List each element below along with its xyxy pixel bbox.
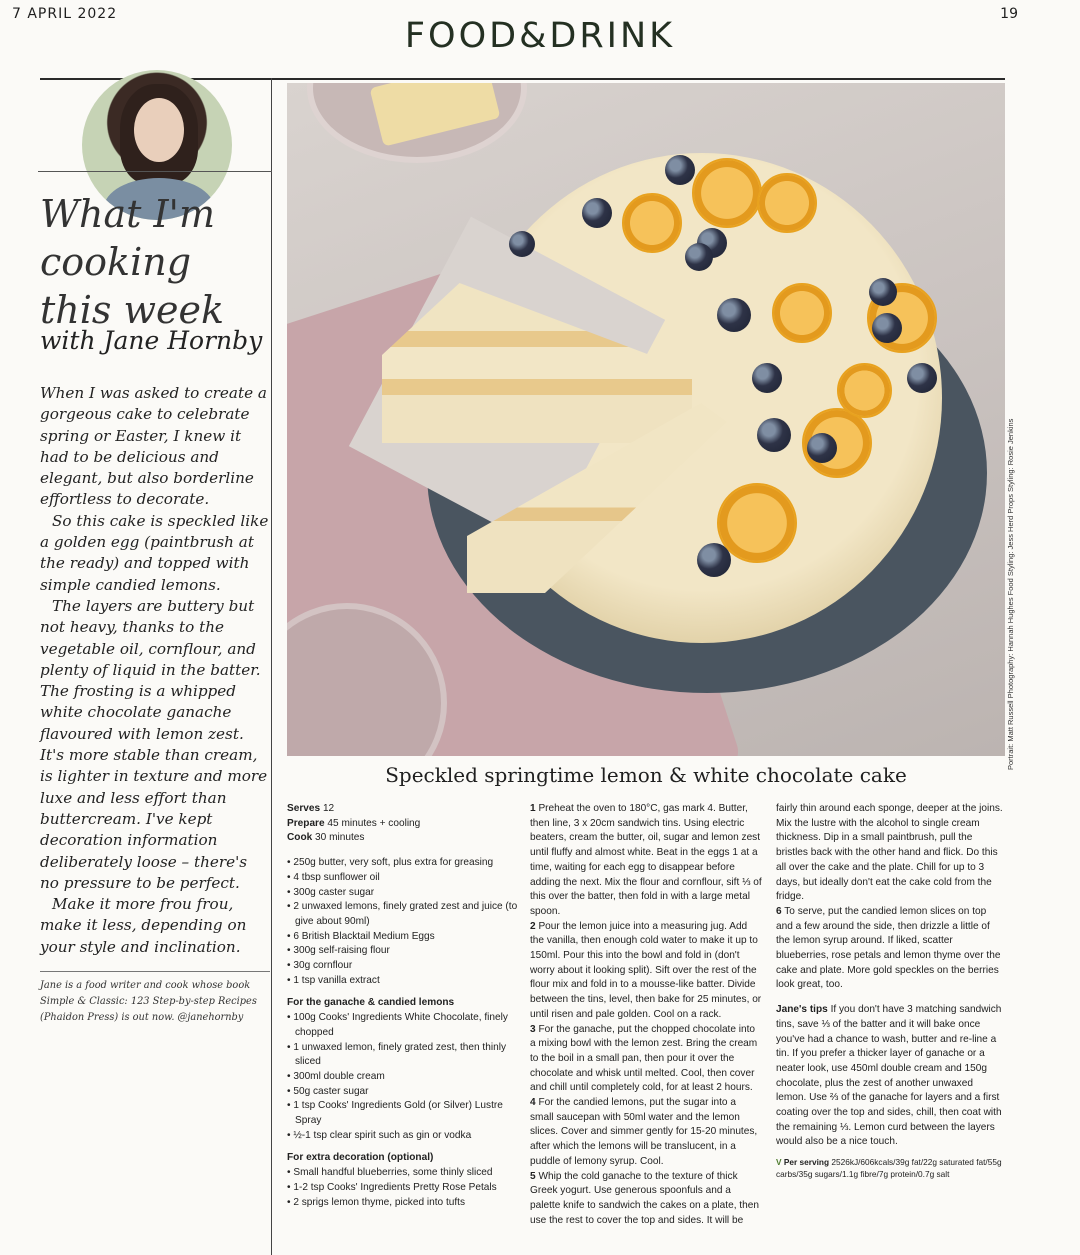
ingredient-item: • 2 unwaxed lemons, finely grated zest and juice (to give about 90ml) — [287, 900, 525, 929]
nutrition-info — [776, 1156, 1004, 1180]
ingredient-item: • 1 tsp Cooks' Ingredients Gold (or Silver) Lustre Spray — [287, 1099, 525, 1128]
intro-paragraph: The layers are buttery but not heavy, thanks to the vegetable oil, cornflour, and plenty of liquid in the batter. The frosting is a whipped white chocolate ganache flavoured with lemon zest. It's more stable than cream, is lighter in texture and more luxe and less effort than buttercream. I've kept decoration information deliberately loose – there's no pressure to be perfect. — [40, 596, 268, 892]
ingredient-item: • 1 tsp vanilla extract — [287, 974, 525, 989]
intro-paragraph: Make it more frou frou, make it less, depending on your style and inclination. — [40, 895, 247, 956]
serves-value: 12 — [322, 803, 335, 814]
page-header — [0, 0, 1080, 70]
intro-paragraph: So this cake is speckled like a golden egg (paintbrush at the ready) and topped with simple candied lemons. — [40, 511, 269, 594]
cake-photo — [287, 83, 1005, 756]
ganache-heading: For the ganache & candied lemons — [287, 997, 455, 1009]
nutrition-label: Per serving — [783, 1157, 830, 1168]
cook-label: Cook — [287, 832, 313, 844]
decoration-heading: For extra decoration (optional) — [287, 1152, 434, 1164]
ingredient-item: • 6 British Blacktail Medium Eggs — [287, 930, 525, 945]
ingredient-list — [287, 856, 525, 988]
method-step-continued: fairly thin around each sponge, deeper at the joins. Mix the lustre with the alcohol to single cream thickness. Dip in a small paintbrush, pull the bristles back with the other hand and flick. Do this all over the cake and the plate. Chill for up to 3 days, but ideally don't eat the cake cold from the fridge. — [776, 803, 1003, 903]
method-column-2 — [776, 802, 1004, 1180]
method-step: 4 For the candied lemons, put the sugar into a small saucepan with 50ml water and the lemon slices. Cover and simmer gently for 15-20 minutes, after which the lemons will be translucent, in a puddle of lemony syrup. Cool. — [530, 1097, 758, 1167]
janes-tips — [776, 1003, 1004, 1150]
ingredient-item: • Small handful blueberries, some thinly sliced — [287, 1166, 525, 1181]
recipe-meta — [287, 802, 525, 846]
method-step: 3 For the ganache, put the chopped chocolate into a mixing bowl with the lemon zest. Bring the cream to the boil in a small pan, then pour it over the chocolate and whisk until melted. Cool, then cover and chill until completely cold, for at least 2 hours. — [530, 1023, 758, 1094]
sidebar-rule — [38, 171, 272, 172]
column-title: What I'm cooking this week — [40, 192, 225, 332]
method-step: 6 To serve, put the candied lemon slices on top and a few around the side, then drizzle a little of the lemon syrup around. If liked, scatter blueberries, rose petals and lemon thyme over the cake and plate. More gold speckles on the berries look great, too. — [776, 905, 1001, 991]
ingredient-item: • 300g caster sugar — [287, 886, 525, 901]
method-column — [530, 802, 762, 1228]
ingredient-item: • 100g Cooks' Ingredients White Chocolate, finely chopped — [287, 1011, 525, 1040]
column-intro — [40, 383, 270, 958]
ingredient-item: • 250g butter, very soft, plus extra for greasing — [287, 856, 525, 871]
prepare-value: 45 minutes + cooling — [327, 817, 421, 829]
ingredient-item: • ½-1 tsp clear spirit such as gin or vodka — [287, 1129, 525, 1144]
ingredients-column — [287, 802, 525, 1210]
ingredient-item: • 300g self-raising flour — [287, 944, 525, 959]
section-title: FOOD&DRINK — [404, 16, 676, 56]
recipe-title: Speckled springtime lemon & white chocolate cake — [385, 763, 907, 787]
ingredient-item: • 50g caster sugar — [287, 1085, 525, 1100]
ingredient-item: • 1-2 tsp Cooks' Ingredients Pretty Rose Petals — [287, 1181, 525, 1196]
author-bio: Jane is a food writer and cook whose book Simple & Classic: 123 Step-by-step Recipes (Phaidon Press) is out now. @janehornby — [40, 980, 257, 1023]
method-step: 2 Pour the lemon juice into a measuring jug. Add the vanilla, then enough cold water to make it up to 150ml. Pour this into the bowl and fold in (don't worry about it looking split). Sift over the rest of the flour mix and fold in to a mousse-like batter. Divide between the tins, level, then bake for 25 minutes, or until risen and pale golden. Cool on a rack. — [530, 920, 762, 1020]
tips-label: Jane's tips — [776, 1004, 828, 1016]
vegetarian-mark: V — [776, 1157, 782, 1168]
decoration-list — [287, 1166, 525, 1210]
method-step-5: 5 Whip the cold ganache to the texture of thick Greek yogurt. Use generous spoonfuls and a palette knife to sandwich the cakes on a plate, then use the rest to cover the top and sides. It will be — [530, 1170, 759, 1226]
ingredient-item: • 4 tbsp sunflower oil — [287, 871, 525, 886]
tips-text: If you don't have 3 matching sandwich tins, save ⅓ of the batter and it will bake once you've had a chance to wash, butter and re-line a tin. If you prefer a thicker layer of ganache or a neater look, use 450ml double cream and 150g chocolate, plus the zest of another unwaxed lemon. Use ⅔ of the ganache for layers and a first coating over the top and sides, chill, then coat with the remaining ⅓. Lemon curd between the layers would also be a nice touch. — [776, 1004, 1002, 1148]
method-step: 1 Preheat the oven to 180°C, gas mark 4. Butter, then line, 3 x 20cm sandwich tins. Using electric beaters, cream the butter, oil, sugar and lemon zest until fluffy and almost white. Beat in the eggs 1 at a time, waiting for each egg to disappear before adding the next. Mix the flour and cornflour, sift ⅓ of this over the batter, then fold in with a large metal spoon. — [530, 803, 762, 917]
serves-label: Serves — [287, 803, 321, 814]
photo-credit: Portrait: Matt Russell Photography: Hannah Hughes Food Styling: Jess Herd Props Styling: Rosie Jenkins — [1006, 418, 1015, 770]
issue-date: 7 APRIL 2022 — [12, 6, 118, 22]
ingredient-item: • 2 sprigs lemon thyme, picked into tufts — [287, 1196, 525, 1211]
bio-rule — [40, 971, 270, 972]
cook-value: 30 minutes — [315, 832, 365, 844]
prepare-label: Prepare — [287, 817, 325, 829]
ganache-list — [287, 1011, 525, 1143]
page-number: 19 — [1000, 6, 1018, 22]
ingredient-item: • 1 unwaxed lemon, finely grated zest, then thinly sliced — [287, 1041, 525, 1070]
ingredient-item: • 30g cornflour — [287, 959, 525, 974]
nutrition-values: 2526kJ/606kcals/39g fat/22g saturated fat/55g carbs/35g sugars/1.1g fibre/7g protein/0.7g salt — [776, 1157, 1002, 1180]
intro-paragraph: When I was asked to create a gorgeous cake to celebrate spring or Easter, I knew it had to be delicious and elegant, but also borderline effortless to decorate. — [40, 384, 267, 509]
column-sidebar — [38, 78, 272, 1255]
ingredient-item: • 300ml double cream — [287, 1070, 525, 1085]
column-byline: with Jane Hornby — [40, 326, 263, 355]
